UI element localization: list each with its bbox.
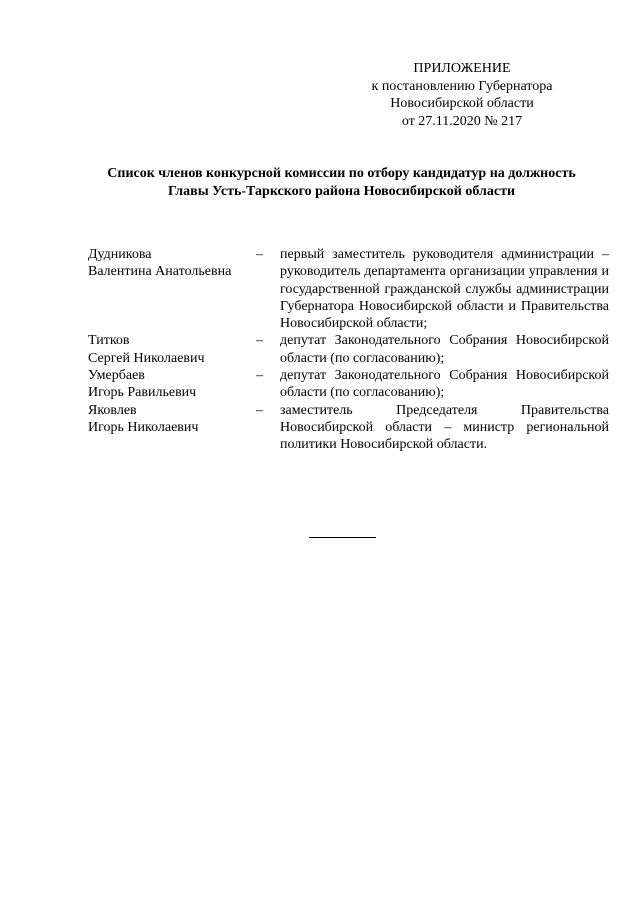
member-given-names: Игорь Равильевич <box>88 385 197 401</box>
member-dash: – <box>256 247 263 262</box>
member-name <box>88 246 256 281</box>
member-given-names: Валентина Анатольевна <box>88 264 232 280</box>
member-name <box>88 402 256 437</box>
appendix-header <box>342 60 582 130</box>
member-dash: – <box>256 402 263 418</box>
member-position: депутат Законодательного Собрания Новосибирской области (по согласованию); <box>280 368 609 401</box>
member-row <box>88 332 609 367</box>
member-name <box>88 332 256 367</box>
member-position: депутат Законодательного Собрания Новосибирской области (по согласованию); <box>280 333 609 366</box>
member-position: заместитель Председателя Правительства Новосибирской области – министр региональной политики Новосибирской области. <box>280 402 609 453</box>
member-position: первый заместитель руководителя администрации – руководитель департамента организации управления и государственной гражданской службы администрации Губернатора Новосибирской области и Правительства Новосибирской области; <box>280 247 609 332</box>
appendix-label: ПРИЛОЖЕНИЕ <box>413 61 511 76</box>
members-list <box>88 246 609 454</box>
member-surname: Дудникова <box>88 247 152 262</box>
member-dash: – <box>256 333 263 349</box>
member-row <box>88 246 609 332</box>
member-name <box>88 367 256 402</box>
document-title-line-1: Список членов конкурсной комиссии по отбору кандидатур на должность <box>107 166 576 181</box>
member-surname: Яковлев <box>88 402 137 418</box>
member-surname: Умербаев <box>88 368 145 384</box>
member-surname: Титков <box>88 333 130 349</box>
member-given-names: Сергей Николаевич <box>88 350 205 366</box>
appendix-region: Новосибирской области <box>390 96 534 111</box>
member-row <box>88 402 609 454</box>
document-title <box>60 165 623 200</box>
closing-rule <box>309 537 376 538</box>
member-dash: – <box>256 368 263 384</box>
appendix-date-number: от 27.11.2020 № 217 <box>401 113 523 129</box>
member-row <box>88 367 609 402</box>
appendix-reference: к постановлению Губернатора <box>371 78 553 94</box>
document-title-line-2: Главы Усть-Таркского района Новосибирской области <box>167 183 516 199</box>
member-given-names: Игорь Николаевич <box>88 419 199 435</box>
